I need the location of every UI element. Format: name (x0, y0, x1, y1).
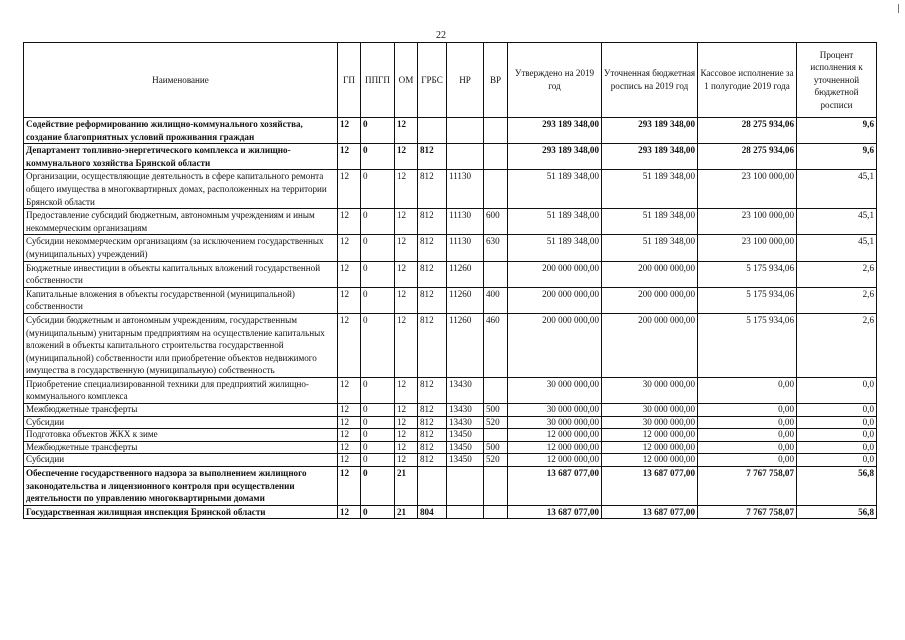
cell-approved: 51 189 348,00 (508, 209, 602, 235)
cell-gp: 12 (338, 261, 361, 287)
table-row (24, 454, 877, 467)
table-row (24, 287, 877, 313)
table-row (24, 404, 877, 417)
cell-approved: 200 000 000,00 (508, 261, 602, 287)
cell-approved: 200 000 000,00 (508, 287, 602, 313)
cell-approved: 293 189 348,00 (508, 118, 602, 144)
cell-percent: 2,6 (797, 261, 877, 287)
cell-vr (484, 429, 508, 442)
cell-om: 12 (395, 313, 418, 377)
cell-om: 12 (395, 209, 418, 235)
header-approved: Утверждено на 2019 год (508, 43, 602, 118)
cell-grbs: 812 (418, 235, 447, 261)
cell-name: Субсидии (24, 454, 338, 467)
cell-cash: 0,00 (698, 441, 797, 454)
cell-om: 12 (395, 287, 418, 313)
cell-percent: 9,6 (797, 118, 877, 144)
header-vr: ВР (484, 43, 508, 118)
cell-ppgp: 0 (361, 209, 395, 235)
cell-percent: 0,0 (797, 441, 877, 454)
header-cash: Кассовое исполнение за 1 полугодие 2019 года (698, 43, 797, 118)
cell-cash: 0,00 (698, 429, 797, 442)
table-row (24, 144, 877, 170)
cell-gp: 12 (338, 209, 361, 235)
cell-percent: 56,8 (797, 467, 877, 506)
cell-percent: 2,6 (797, 287, 877, 313)
cell-cash: 23 100 000,00 (698, 235, 797, 261)
cell-ppgp: 0 (361, 467, 395, 506)
cell-approved: 13 687 077,00 (508, 505, 602, 519)
cell-approved: 51 189 348,00 (508, 235, 602, 261)
cell-refined: 13 687 077,00 (602, 505, 698, 519)
cell-cash: 0,00 (698, 416, 797, 429)
cell-grbs (418, 467, 447, 506)
table-row (24, 467, 877, 506)
cell-cash: 5 175 934,06 (698, 313, 797, 377)
page-number: 22 (436, 30, 446, 41)
cell-name: Департамент топливно-энергетического комплекса и жилищно-коммунального хозяйства Брянской области (24, 144, 338, 170)
cell-ppgp: 0 (361, 416, 395, 429)
header-gp: ГП (338, 43, 361, 118)
header-om: ОМ (395, 43, 418, 118)
cell-refined: 30 000 000,00 (602, 416, 698, 429)
cell-cash: 28 275 934,06 (698, 118, 797, 144)
cell-np (447, 505, 484, 519)
cell-vr: 520 (484, 416, 508, 429)
table-row (24, 441, 877, 454)
cell-percent: 2,6 (797, 313, 877, 377)
cell-np: 11260 (447, 287, 484, 313)
cell-np: 11130 (447, 170, 484, 209)
cell-ppgp: 0 (361, 170, 395, 209)
cell-np (447, 118, 484, 144)
cell-name: Капитальные вложения в объекты государственной (муниципальной) собственности (24, 287, 338, 313)
header-np: НР (447, 43, 484, 118)
cell-ppgp: 0 (361, 429, 395, 442)
cell-ppgp: 0 (361, 261, 395, 287)
header-percent: Процент исполнения к уточненной бюджетной росписи (797, 43, 877, 118)
cell-percent: 56,8 (797, 505, 877, 519)
cell-name: Организации, осуществляющие деятельность в сфере капитального ремонта общего имущества в многоквартирных домах, расположенных на территории Брянской области (24, 170, 338, 209)
cell-gp: 12 (338, 467, 361, 506)
cell-name: Государственная жилищная инспекция Брянской области (24, 505, 338, 519)
table-header-row (24, 43, 877, 118)
cell-grbs: 812 (418, 287, 447, 313)
cell-vr: 520 (484, 454, 508, 467)
cell-om: 12 (395, 118, 418, 144)
cell-gp: 12 (338, 313, 361, 377)
cell-om: 12 (395, 416, 418, 429)
cell-cash: 23 100 000,00 (698, 170, 797, 209)
cell-gp: 12 (338, 170, 361, 209)
cell-name: Обеспечение государственного надзора за выполнением жилищного законодательства и лицензионного контроля при осуществлении деятельности по управлению многоквартирными домами (24, 467, 338, 506)
cell-refined: 12 000 000,00 (602, 429, 698, 442)
cell-om: 12 (395, 454, 418, 467)
cell-approved: 12 000 000,00 (508, 429, 602, 442)
cell-om: 12 (395, 377, 418, 403)
cell-ppgp: 0 (361, 454, 395, 467)
cell-cash: 28 275 934,06 (698, 144, 797, 170)
cell-percent: 0,0 (797, 404, 877, 417)
cell-ppgp: 0 (361, 505, 395, 519)
cell-cash: 0,00 (698, 454, 797, 467)
cell-gp: 12 (338, 144, 361, 170)
scan-edge-mark (898, 4, 899, 13)
cell-np (447, 467, 484, 506)
cell-cash: 0,00 (698, 404, 797, 417)
cell-ppgp: 0 (361, 118, 395, 144)
cell-grbs: 812 (418, 261, 447, 287)
cell-grbs (418, 118, 447, 144)
table-row (24, 505, 877, 519)
cell-cash: 23 100 000,00 (698, 209, 797, 235)
cell-np: 13450 (447, 441, 484, 454)
cell-ppgp: 0 (361, 404, 395, 417)
cell-vr: 500 (484, 404, 508, 417)
budget-table (23, 42, 877, 519)
cell-np: 13450 (447, 429, 484, 442)
cell-ppgp: 0 (361, 377, 395, 403)
table-row (24, 416, 877, 429)
header-ppgp: ППГП (361, 43, 395, 118)
table-row (24, 429, 877, 442)
cell-name: Бюджетные инвестиции в объекты капитальных вложений государственной собственности (24, 261, 338, 287)
cell-np: 13430 (447, 416, 484, 429)
cell-refined: 200 000 000,00 (602, 313, 698, 377)
cell-gp: 12 (338, 287, 361, 313)
cell-ppgp: 0 (361, 441, 395, 454)
cell-refined: 293 189 348,00 (602, 118, 698, 144)
cell-ppgp: 0 (361, 144, 395, 170)
cell-percent: 45,1 (797, 209, 877, 235)
cell-np: 11130 (447, 209, 484, 235)
cell-vr: 630 (484, 235, 508, 261)
cell-vr: 400 (484, 287, 508, 313)
table-row (24, 313, 877, 377)
cell-percent: 9,6 (797, 144, 877, 170)
cell-percent: 0,0 (797, 377, 877, 403)
cell-approved: 12 000 000,00 (508, 441, 602, 454)
cell-np: 11260 (447, 313, 484, 377)
cell-approved: 30 000 000,00 (508, 377, 602, 403)
cell-om: 12 (395, 235, 418, 261)
cell-name: Субсидии бюджетным и автономным учреждениям, государственным (муниципальным) унитарным предприятиям на осуществление капитальных вложений в объекты капитального строительства государственной (муниципальной) собственности или приобретение объектов недвижимого имущества в государственную (муниципальную) собственность (24, 313, 338, 377)
cell-approved: 200 000 000,00 (508, 313, 602, 377)
cell-approved: 12 000 000,00 (508, 454, 602, 467)
cell-gp: 12 (338, 235, 361, 261)
cell-cash: 5 175 934,06 (698, 287, 797, 313)
cell-refined: 30 000 000,00 (602, 404, 698, 417)
cell-name: Подготовка объектов ЖКХ к зиме (24, 429, 338, 442)
cell-om: 12 (395, 404, 418, 417)
cell-vr (484, 170, 508, 209)
cell-om: 21 (395, 505, 418, 519)
cell-cash: 7 767 758,07 (698, 505, 797, 519)
cell-np: 13430 (447, 377, 484, 403)
cell-approved: 293 189 348,00 (508, 144, 602, 170)
cell-cash: 7 767 758,07 (698, 467, 797, 506)
cell-gp: 12 (338, 454, 361, 467)
cell-refined: 51 189 348,00 (602, 235, 698, 261)
cell-grbs: 812 (418, 209, 447, 235)
cell-refined: 51 189 348,00 (602, 170, 698, 209)
cell-approved: 30 000 000,00 (508, 416, 602, 429)
cell-np: 13450 (447, 454, 484, 467)
cell-grbs: 812 (418, 441, 447, 454)
cell-gp: 12 (338, 118, 361, 144)
cell-grbs: 812 (418, 429, 447, 442)
cell-approved: 13 687 077,00 (508, 467, 602, 506)
cell-grbs: 812 (418, 377, 447, 403)
table-row (24, 261, 877, 287)
cell-om: 21 (395, 467, 418, 506)
header-grbs: ГРБС (418, 43, 447, 118)
cell-ppgp: 0 (361, 235, 395, 261)
cell-vr: 500 (484, 441, 508, 454)
cell-om: 12 (395, 441, 418, 454)
cell-grbs: 812 (418, 416, 447, 429)
cell-refined: 200 000 000,00 (602, 261, 698, 287)
cell-approved: 30 000 000,00 (508, 404, 602, 417)
cell-grbs: 812 (418, 454, 447, 467)
cell-grbs: 812 (418, 313, 447, 377)
cell-om: 12 (395, 261, 418, 287)
cell-gp: 12 (338, 416, 361, 429)
table-row (24, 209, 877, 235)
cell-percent: 45,1 (797, 235, 877, 261)
cell-name: Приобретение специализированной техники для предприятий жилищно-коммунального комплекса (24, 377, 338, 403)
cell-percent: 45,1 (797, 170, 877, 209)
cell-ppgp: 0 (361, 287, 395, 313)
cell-approved: 51 189 348,00 (508, 170, 602, 209)
cell-grbs: 812 (418, 404, 447, 417)
table-row (24, 170, 877, 209)
cell-refined: 30 000 000,00 (602, 377, 698, 403)
cell-om: 12 (395, 429, 418, 442)
cell-refined: 293 189 348,00 (602, 144, 698, 170)
table-row (24, 377, 877, 403)
cell-cash: 0,00 (698, 377, 797, 403)
cell-vr (484, 467, 508, 506)
cell-name: Межбюджетные трансферты (24, 404, 338, 417)
cell-percent: 0,0 (797, 429, 877, 442)
cell-grbs: 812 (418, 144, 447, 170)
cell-name: Предоставление субсидий бюджетным, автономным учреждениям и иным некоммерческим организациям (24, 209, 338, 235)
cell-vr: 460 (484, 313, 508, 377)
cell-grbs: 812 (418, 170, 447, 209)
cell-percent: 0,0 (797, 416, 877, 429)
cell-name: Межбюджетные трансферты (24, 441, 338, 454)
cell-gp: 12 (338, 441, 361, 454)
cell-refined: 51 189 348,00 (602, 209, 698, 235)
cell-om: 12 (395, 144, 418, 170)
cell-vr (484, 261, 508, 287)
cell-np (447, 144, 484, 170)
cell-vr: 600 (484, 209, 508, 235)
cell-np: 11130 (447, 235, 484, 261)
cell-gp: 12 (338, 505, 361, 519)
cell-vr (484, 144, 508, 170)
header-name: Наименование (24, 43, 338, 118)
cell-grbs: 804 (418, 505, 447, 519)
table-row (24, 235, 877, 261)
cell-percent: 0,0 (797, 454, 877, 467)
cell-name: Содействие реформированию жилищно-коммунального хозяйства, создание благоприятных условий проживания граждан (24, 118, 338, 144)
cell-ppgp: 0 (361, 313, 395, 377)
cell-refined: 13 687 077,00 (602, 467, 698, 506)
cell-gp: 12 (338, 404, 361, 417)
cell-np: 13430 (447, 404, 484, 417)
cell-vr (484, 505, 508, 519)
cell-om: 12 (395, 170, 418, 209)
cell-refined: 200 000 000,00 (602, 287, 698, 313)
cell-vr (484, 377, 508, 403)
cell-name: Субсидии (24, 416, 338, 429)
header-refined: Уточненная бюджетная роспись на 2019 год (602, 43, 698, 118)
cell-gp: 12 (338, 377, 361, 403)
cell-name: Субсидии некоммерческим организациям (за исключением государственных (муниципальных) учреждений) (24, 235, 338, 261)
cell-gp: 12 (338, 429, 361, 442)
cell-vr (484, 118, 508, 144)
cell-refined: 12 000 000,00 (602, 441, 698, 454)
table-row (24, 118, 877, 144)
cell-cash: 5 175 934,06 (698, 261, 797, 287)
cell-np: 11260 (447, 261, 484, 287)
cell-refined: 12 000 000,00 (602, 454, 698, 467)
